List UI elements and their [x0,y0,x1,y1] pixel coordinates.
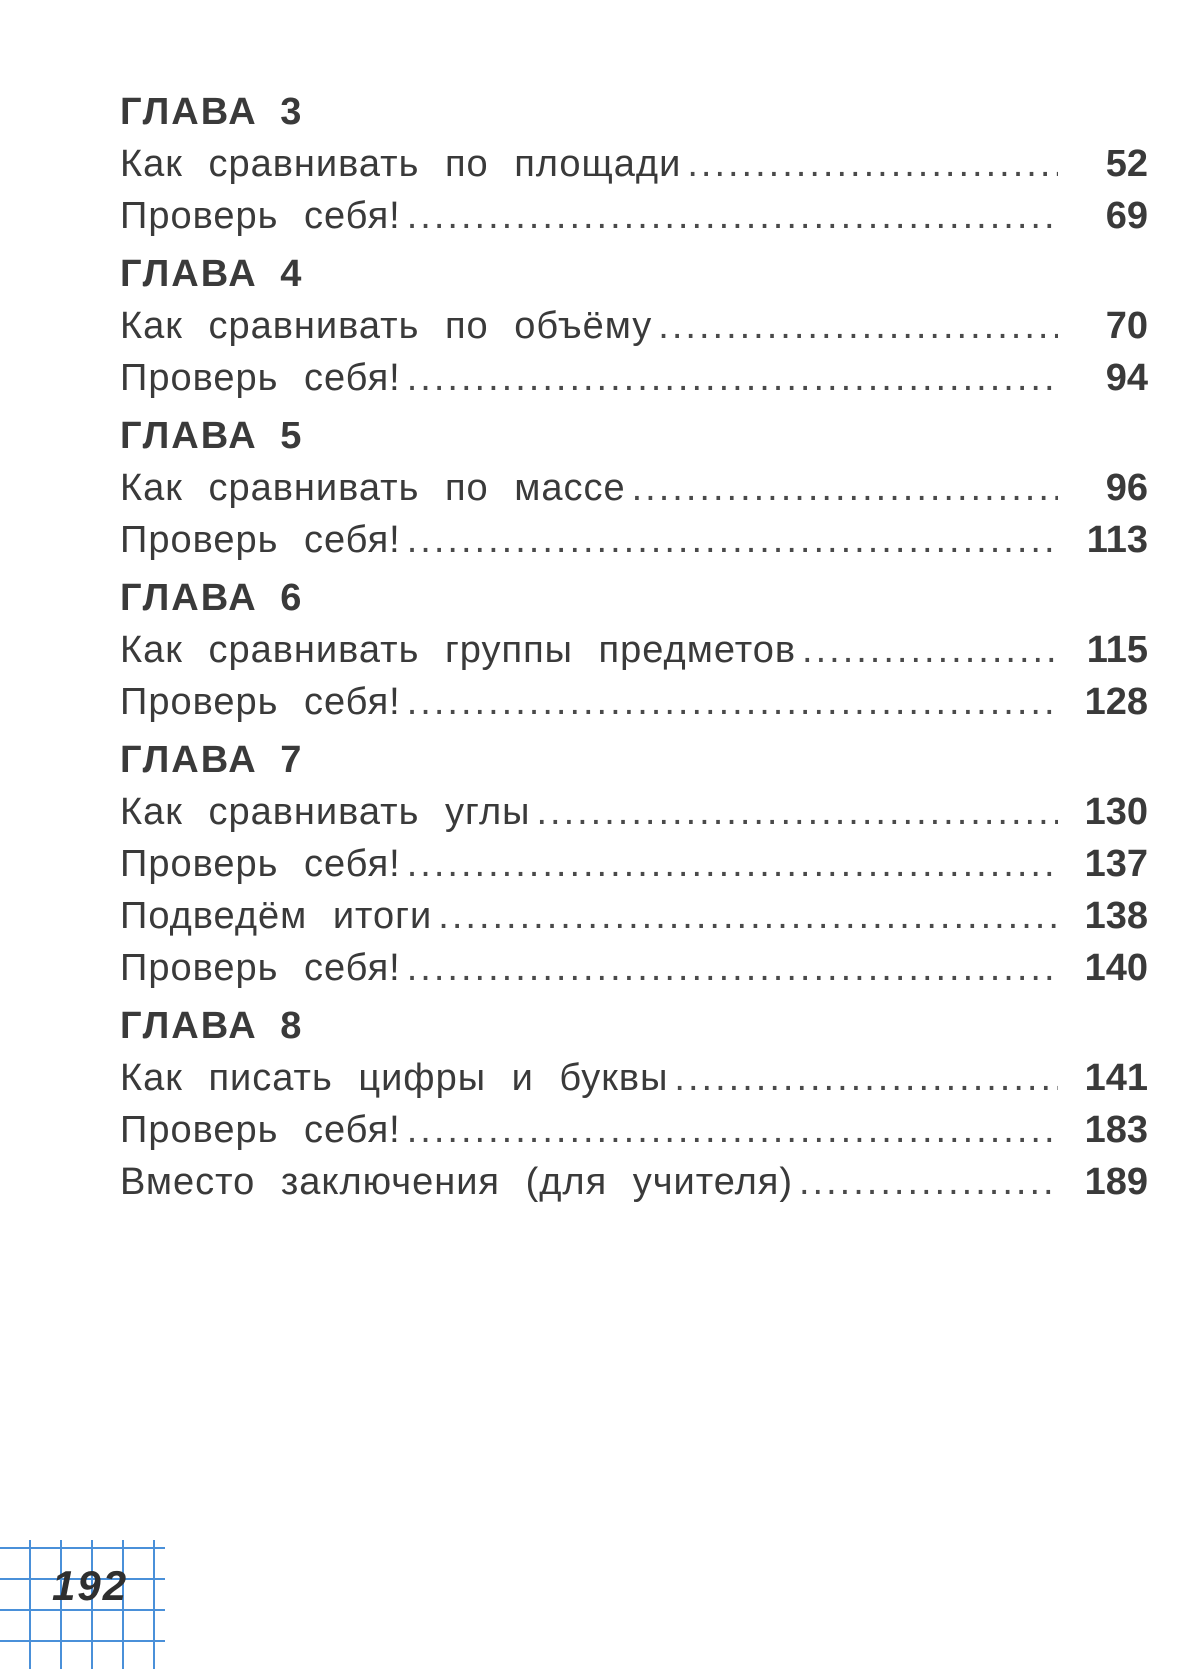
dot-leader [407,942,1058,994]
toc-entry[interactable] [120,838,1148,890]
toc-entry-title: Как сравнивать по площади [120,143,682,185]
toc-entry-title: Проверь себя! [120,681,401,723]
dot-leader [799,1156,1058,1208]
toc-entry-title: Как сравнивать по массе [120,467,626,509]
dot-leader [687,138,1058,190]
dot-leader [536,786,1058,838]
chapter-heading: ГЛАВА 7 [120,739,304,781]
toc-entry[interactable] [120,190,1148,242]
toc-entry-page: 140 [1084,947,1148,989]
toc-entry-page: 96 [1105,467,1148,509]
dot-leader [674,1052,1058,1104]
dot-leader [407,352,1058,404]
chapter-heading: ГЛАВА 6 [120,577,304,619]
toc-entry-title: Как сравнивать углы [120,791,531,833]
toc-entry[interactable] [120,138,1148,190]
chapter-heading: ГЛАВА 5 [120,415,304,457]
toc-entry[interactable] [120,352,1148,404]
chapter-5 [120,410,1148,566]
toc-entry-title: Как писать цифры и буквы [120,1057,669,1099]
dot-leader [658,300,1058,352]
toc-entry-page: 69 [1105,195,1148,237]
toc-entry-title: Проверь себя! [120,357,401,399]
toc-entry-page: 141 [1084,1057,1148,1099]
toc-entry-title: Как сравнивать по объёму [120,305,653,347]
toc-entry[interactable] [120,890,1148,942]
toc-entry[interactable] [120,786,1148,838]
toc-entry[interactable] [120,300,1148,352]
toc-entry[interactable] [120,1104,1148,1156]
dot-leader [438,890,1058,942]
toc-entry-title: Проверь себя! [120,519,401,561]
toc-entry-title: Как сравнивать группы предметов [120,629,797,671]
dot-leader [407,514,1058,566]
toc-entry[interactable] [120,676,1148,728]
dot-leader [407,838,1058,890]
chapter-heading: ГЛАВА 4 [120,253,304,295]
dot-leader [632,462,1058,514]
toc-entry-page: 138 [1084,895,1148,937]
toc-entry-title: Проверь себя! [120,1109,401,1151]
toc-entry-title: Проверь себя! [120,195,401,237]
dot-leader [407,676,1058,728]
toc-entry-title: Проверь себя! [120,843,401,885]
toc-entry-page: 183 [1084,1109,1148,1151]
chapter-4 [120,248,1148,404]
dot-leader [802,624,1058,676]
toc-entry-page: 115 [1086,629,1148,671]
toc-entry-title: Подведём итоги [120,895,433,937]
toc-entry[interactable] [120,1052,1148,1104]
chapter-8 [120,1000,1148,1208]
toc-entry[interactable] [120,514,1148,566]
table-of-contents [120,86,1148,1208]
chapter-7 [120,734,1148,994]
toc-entry-page: 113 [1086,519,1148,561]
chapter-3 [120,86,1148,242]
dot-leader [407,1104,1058,1156]
toc-entry-page: 94 [1105,357,1148,399]
chapter-heading: ГЛАВА 8 [120,1005,304,1047]
toc-entry[interactable] [120,462,1148,514]
toc-entry[interactable] [120,1156,1148,1208]
chapter-heading: ГЛАВА 3 [120,91,304,133]
toc-entry-page: 189 [1084,1161,1148,1203]
toc-entry-page: 128 [1084,681,1148,723]
toc-entry-page: 130 [1084,791,1148,833]
dot-leader [407,190,1058,242]
chapter-6 [120,572,1148,728]
page-number: 192 [52,1562,129,1609]
toc-entry-page: 52 [1105,143,1148,185]
toc-entry-page: 137 [1084,843,1148,885]
toc-entry[interactable] [120,942,1148,994]
toc-entry-title: Вместо заключения (для учителя) [120,1161,793,1203]
toc-entry-page: 70 [1105,305,1148,347]
toc-entry[interactable] [120,624,1148,676]
toc-entry-title: Проверь себя! [120,947,401,989]
